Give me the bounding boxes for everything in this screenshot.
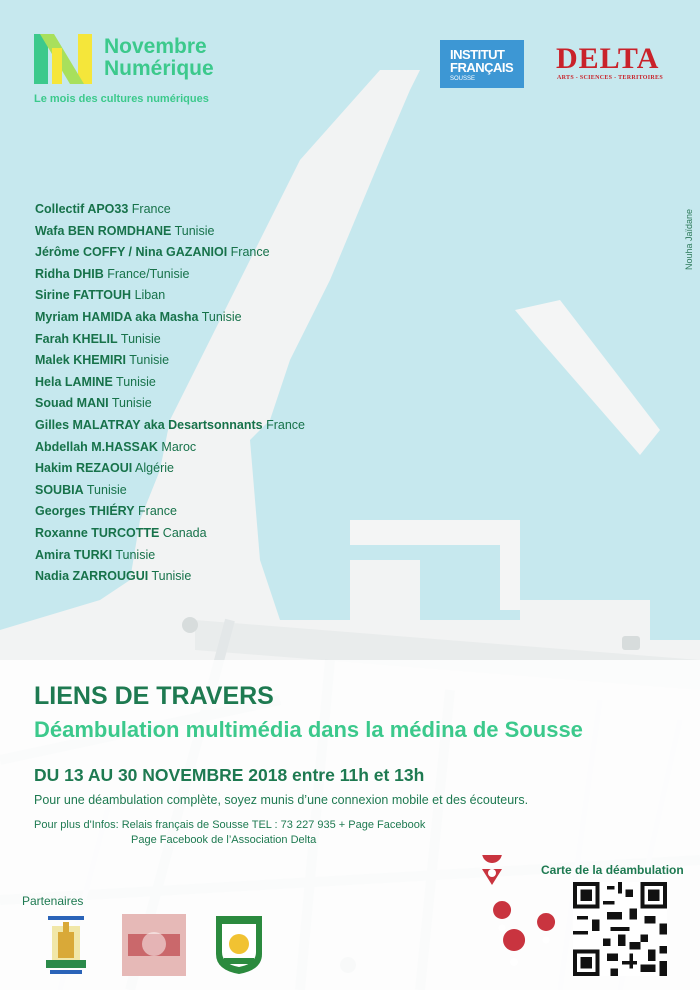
institut-francais-logo [440,40,524,88]
artist-country: Maroc [161,439,197,454]
artist-country: Tunisie [201,309,242,324]
event-dates: DU 13 AU 30 NOVEMBRE 2018 entre 11h et 13h [34,765,425,785]
artist-country: France [230,245,270,260]
artist-name: Roxanne TURCOTTE [35,525,160,540]
artist-country: Algérie [135,461,174,476]
artist-name: Collectif APO33 [35,202,129,216]
artist-country: Tunisie [116,374,156,389]
map-qr-label: Carte de la déambulation [541,863,684,877]
artist-name: Ridha DHIB [35,266,104,281]
artist-country: France/Tunisie [107,266,190,281]
info-line-2: Page Facebook de l’Association Delta [131,834,317,846]
illustration-credit: Nouha Jaïdane [684,208,694,270]
novembre-numerique-logo-icon [34,34,94,84]
event-title: LIENS DE TRAVERS [34,682,274,710]
artist-item [35,285,305,307]
artist-item [35,458,305,480]
artist-item [35,372,305,394]
brand-name [104,36,214,80]
brand-line-2: Numérique [104,57,214,80]
artist-name: Myriam HAMIDA aka Masha [35,309,199,324]
sousse-club-logo-icon [214,914,264,976]
artist-item [35,566,305,588]
artist-country: Tunisie [120,331,161,346]
artist-country: Tunisie [151,569,192,584]
artist-name: Souad MANI [35,396,109,411]
artist-item [35,242,305,264]
brand-tagline: Le mois des cultures numériques [34,93,209,105]
delta-logo-title: DELTA [556,42,660,75]
artist-item [35,523,305,545]
artist-item [35,199,305,221]
partners-label: Partenaires [22,894,84,908]
artist-name: Sirine FATTOUH [35,288,132,303]
artist-item [35,221,305,243]
artist-country: Tunisie [174,223,215,238]
artist-name: SOUBIA [35,482,84,497]
artist-item [35,393,305,415]
association-logo-icon [122,914,186,976]
artist-country: France [131,202,171,216]
artist-country: Tunisie [111,396,152,411]
artist-item [35,501,305,523]
artist-name: Hela LAMINE [35,374,113,389]
artist-country: France [138,504,177,519]
institut-line-3: SOUSSE [450,76,476,82]
institut-line-2: FRANÇAIS [450,60,514,75]
artist-country: Tunisie [115,547,156,562]
artist-item [35,545,305,567]
artist-name: Georges THIÉRY [35,504,135,519]
artist-name: Nadia ZARROUGUI [35,569,149,584]
artist-name: Gilles MALATRAY aka Desartsonnants [35,417,263,432]
artist-item [35,480,305,502]
info-line-1: Pour plus d'Infos: Relais français de Sousse TEL : 73 227 935 + Page Facebook [34,819,426,831]
artist-item [35,264,305,286]
artist-item [35,307,305,329]
municipality-sousse-logo-icon [44,912,88,978]
event-advice: Pour une déambulation complète, soyez munis d’une connexion mobile et des écouteurs. [34,793,529,807]
artist-name: Abdellah M.HASSAK [35,439,158,454]
artist-item [35,329,305,351]
delta-logo-subtitle: ARTS - SCIENCES - TERRITOIRES [557,75,663,81]
artist-country: France [266,417,306,432]
institut-line-1: INSTITUT [450,47,505,62]
artist-item [35,415,305,437]
artist-list [35,199,305,588]
artist-country: Canada [162,525,207,540]
artist-name: Farah KHELIL [35,331,118,346]
artist-name: Amira TURKI [35,547,113,562]
event-subtitle: Déambulation multimédia dans la médina de Sousse [34,717,583,742]
brand-line-1: Novembre [104,35,207,58]
qr-code-icon[interactable] [573,882,667,976]
artist-name: Malek KHEMIRI [35,353,126,368]
artist-item [35,437,305,459]
artist-name: Wafa BEN ROMDHANE [35,223,172,238]
artist-country: Liban [134,288,166,303]
artist-name: Jérôme COFFY / Nina GAZANIOI [35,245,228,260]
artist-name: Hakim REZAOUI [35,461,133,476]
artist-country: Tunisie [129,353,170,368]
artist-country: Tunisie [86,482,127,497]
artist-item [35,350,305,372]
